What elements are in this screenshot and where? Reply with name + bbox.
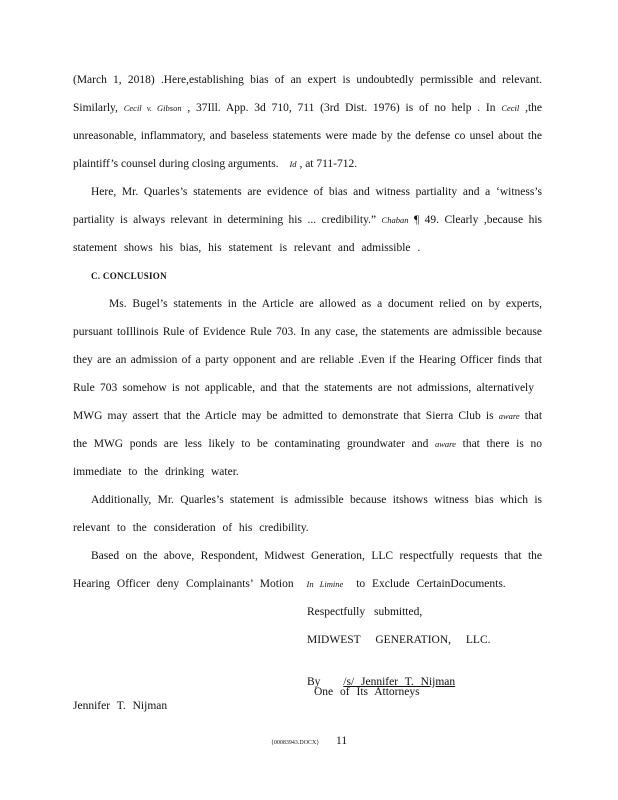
signature-by-label: By [307, 676, 321, 688]
para1-line4-text-a: plaintiff’s counsel during closing arguments. [73, 158, 279, 170]
case-citation-chaban: Chaban [381, 215, 409, 225]
para2-line2-text-a: partiality is always relevant in determining his ... credibility.” [73, 214, 377, 226]
citation-id: Id [289, 159, 297, 169]
para2-line1: Here, Mr. Quarles’s statements are evidence of bias and witness partiality and a ‘witness’s [91, 186, 542, 198]
para3-line6-text-b: that there is no [462, 438, 543, 450]
emphasis-aware-1: aware [498, 411, 520, 421]
case-term-in-limine: In Limine [306, 579, 344, 589]
para5-line2-text-a: Hearing Officer deny Complainants’ Motion [73, 578, 294, 590]
para1-line4-text-b: , at 711-712. [299, 158, 358, 170]
signature-company: MIDWEST GENERATION, LLC. [307, 634, 491, 646]
signature-signed-name: /s/ Jennifer T. Nijman [343, 676, 456, 688]
para3-line5-text-a: MWG may assert that the Article may be admitted to demonstrate that Sierra Club is [73, 410, 494, 422]
para1-line2-text-b: , 37Ill. App. 3d 710, 711 (3rd Dist. 1976) is of no help . In [187, 102, 496, 114]
para1-line2-text-c: ,the [525, 102, 542, 114]
para5-line2 [73, 577, 506, 591]
para1-line3: unreasonable, inflammatory, and baseless statements were made by the defense co unsel about the [73, 130, 542, 142]
page-number: 11 [336, 735, 348, 747]
para1-line2-text-a: Similarly, [73, 102, 118, 114]
footer-doc-id: {00083943.DOCX} [271, 740, 320, 746]
para2-line2-text-b: ¶ 49. Clearly ,because his [413, 214, 542, 226]
para3-line6-text-a: the MWG ponds are less likely to be contaminating groundwater and [73, 438, 429, 450]
para3-line7: immediate to the drinking water. [73, 466, 239, 478]
signature-attorney-name: Jennifer T. Nijman [73, 700, 168, 712]
para4-line2: relevant to the consideration of his credibility. [73, 522, 309, 534]
para3-line5 [73, 409, 542, 423]
para2-line3: statement shows his bias, his statement is relevant and admissible . [73, 242, 421, 254]
para2-line2 [73, 213, 542, 227]
para1-line1: (March 1, 2018) .Here,establishing bias of an expert is undoubtedly permissible and relevant. [73, 74, 542, 86]
para3-line1: Ms. Bugel’s statements in the Article are allowed as a document relied on by experts, [109, 298, 542, 310]
para3-line2: pursuant toIllinois Rule of Evidence Rule 703. In any case, the statements are admissible because [73, 326, 542, 338]
para3-line3: they are an admission of a party opponent and are reliable .Even if the Hearing Officer finds that [73, 354, 542, 366]
para3-line5-text-b: that [524, 410, 543, 422]
case-citation-cecil-v-gibson: Cecil v. Gibson [123, 103, 182, 113]
para3-line4: Rule 703 somehow is not applicable, and that the statements are not admissions, alternatively [73, 382, 534, 394]
para1-line2 [73, 101, 542, 115]
para5-line2-text-b: to Exclude CertainDocuments. [356, 578, 506, 590]
para4-line1: Additionally, Mr. Quarles’s statement is admissible because itshows witness bias which is [91, 494, 542, 506]
para1-line4 [73, 157, 357, 171]
case-citation-cecil: Cecil [501, 103, 520, 113]
para3-line6 [73, 437, 542, 451]
emphasis-aware-2: aware [435, 439, 456, 449]
para5-line1: Based on the above, Respondent, Midwest Generation, LLC respectfully requests that the [91, 550, 542, 562]
signature-closing: Respectfully submitted, [307, 606, 423, 618]
section-heading-conclusion: C. CONCLUSION [91, 271, 167, 281]
signature-role: One of Its Attorneys [314, 686, 420, 698]
